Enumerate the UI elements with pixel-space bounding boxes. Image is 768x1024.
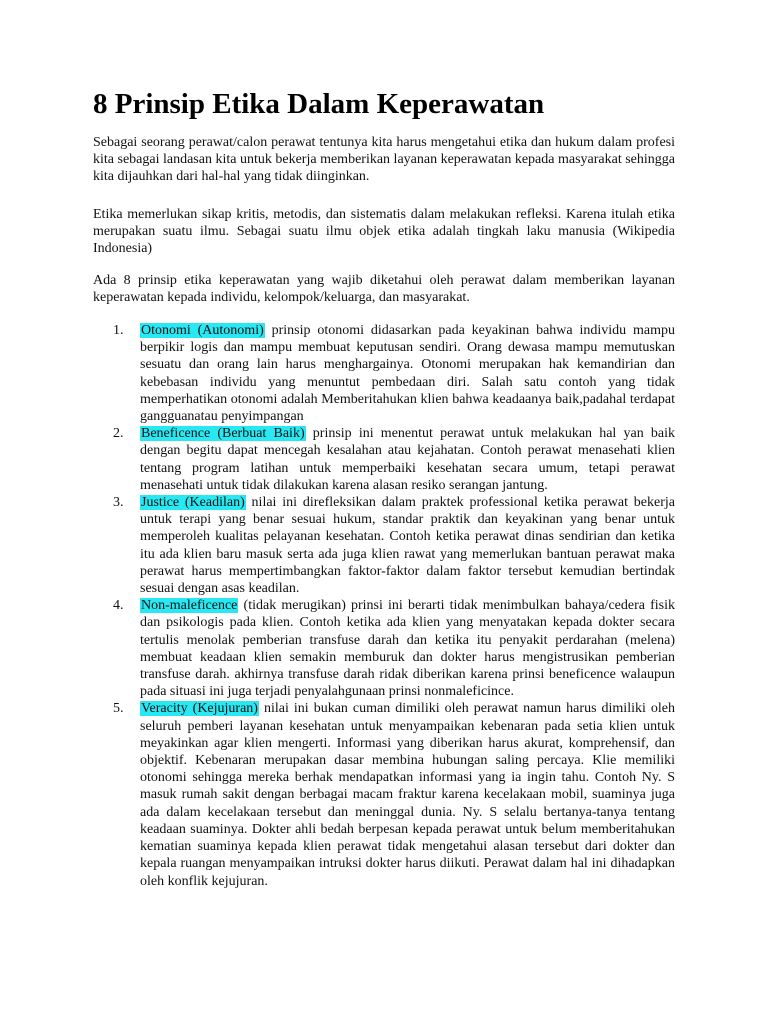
highlighted-term: Justice (Keadilan) <box>141 495 245 511</box>
highlighted-term: Non-maleficence <box>141 598 238 614</box>
principle-text: prinsip otonomi didasarkan pada keyakinan bahwa individu mampu berpikir logis dan mampu membuat keputusan sendiri. Orang dewasa mampu memutuskan sesuatu dan orang lain harus menghargainya. Otonomi merupakan hak kemandirian dan kebebasan individu yang menuntut pembedaan diri. Salah satu contoh yang tidak memperhatikan otonomi adalah Memberitahukan klien bahwa keadaanya baik,padahal terdapat gangguanatau penyimpangan <box>140 323 675 425</box>
highlighted-term: Otonomi (Autonomi) <box>141 323 264 338</box>
principles-lead-paragraph: Ada 8 prinsip etika keperawatan yang wajib diketahui oleh perawat dalam memberikan layanan keperawatan kepada individu, kelompok/keluarga, dan masyarakat. <box>93 273 675 306</box>
list-number: 5. <box>113 701 124 717</box>
list-number: 3. <box>113 495 124 511</box>
principle-text: nilai ini direfleksikan dalam praktek professional ketika perawat bekerja untuk terapi yang benar sesuai hukum, standar praktik dan keyakinan yang benar untuk memperoleh kualitas pelayanan kesehatan. Contoh ketika perawat dinas sendirian dan ketika itu ada klien baru masuk serta ada juga klien rawat yang memerlukan bantuan perawat maka perawat harus mempertimbangkan faktor-faktor dalam faktor tersebut kemudian bertindak sesuai dengan asas keadilan. <box>140 495 675 597</box>
list-number: 2. <box>113 426 124 442</box>
principle-text: (tidak merugikan) prinsi ini berarti tidak menimbulkan bahaya/cedera fisik dan psikologis pada klien. Contoh ketika ada klien yang menyatakan kepada dokter secara tertulis menolak pemberian transfuse darah dan ketika itu penyakit perdarahan (melena) membuat keadaan klien semakin memburuk dan dokter harus mengistrusikan pemberian transfuse darah. akhirnya transfuse darah ridak diberikan karena prinsi beneficence walaupun pada situasi ini juga terjadi penyalahgunaan prinsi nonmaleficince. <box>140 598 675 700</box>
principle-item-autonomy <box>93 322 675 425</box>
principle-item-beneficence <box>93 425 675 494</box>
intro-paragraph: Sebagai seorang perawat/calon perawat tentunya kita harus mengetahui etika dan hukum dalam profesi kita sebagai landasan kita untuk bekerja memberikan layanan keperawatan kepada masyarakat sehingga kita dijauhkan dari hal-hal yang tidak diinginkan. <box>93 135 675 185</box>
list-number: 1. <box>113 323 124 338</box>
principle-item-justice <box>93 494 675 597</box>
principle-item-veracity <box>93 700 675 889</box>
list-number: 4. <box>113 598 124 614</box>
highlighted-term: Beneficence (Berbuat Baik) <box>141 426 305 442</box>
page-title: 8 Prinsip Etika Dalam Keperawatan <box>93 88 545 120</box>
principle-text: prinsip ini menentut perawat untuk melakukan hal yan baik dengan begitu dapat mencegah kesalahan atau kejahatan. Contoh perawat menasehati klien tentang program latihan untuk memperbaiki kesehatan secara umum, tetapi perawat menasehati untuk tidak dilakukan karena alasan resiko serangan jantung. <box>140 426 675 493</box>
highlighted-term: Veracity (Kejujuran) <box>141 701 258 717</box>
principles-list <box>93 322 675 890</box>
ethics-definition-paragraph: Etika memerlukan sikap kritis, metodis, dan sistematis dalam melakukan refleksi. Karena itulah etika merupakan suatu ilmu. Sebagai suatu ilmu objek etika adalah tingkah laku manusia (Wikipedia Indonesia) <box>93 207 675 257</box>
principle-text: nilai ini bukan cuman dimiliki oleh perawat namun harus dimiliki oleh seluruh pemberi layanan kesehatan untuk menyampaikan kebenaran pada setia klien untuk meyakinkan agar klien mengerti. Informasi yang diberikan harus akurat, komprehensif, dan objektif. Kebenaran merupakan dasar membina hubungan saling percaya. Klie memiliki otonomi sehingga mereka berhak mendapatkan informasi yang ia ingin tahu. Contoh Ny. S masuk rumah sakit dengan berbagai macam fraktur karena kecelakaan mobil, suaminya juga ada dalam kecelakaan tersebut dan meninggal dunia. Ny. S selalu bertanya-tanya tentang keadaan suaminya. Dokter ahli bedah berpesan kepada perawat untuk belum memberitahukan kematian suaminya kepada klien perawat tidak mengetahui alasan tersebut dari dokter dan kepala ruangan menyampaikan intruksi dokter harus diikuti. Perawat dalam hal ini dihadapkan oleh konflik kejujuran. <box>140 701 675 889</box>
principle-item-non-maleficence <box>93 597 675 700</box>
